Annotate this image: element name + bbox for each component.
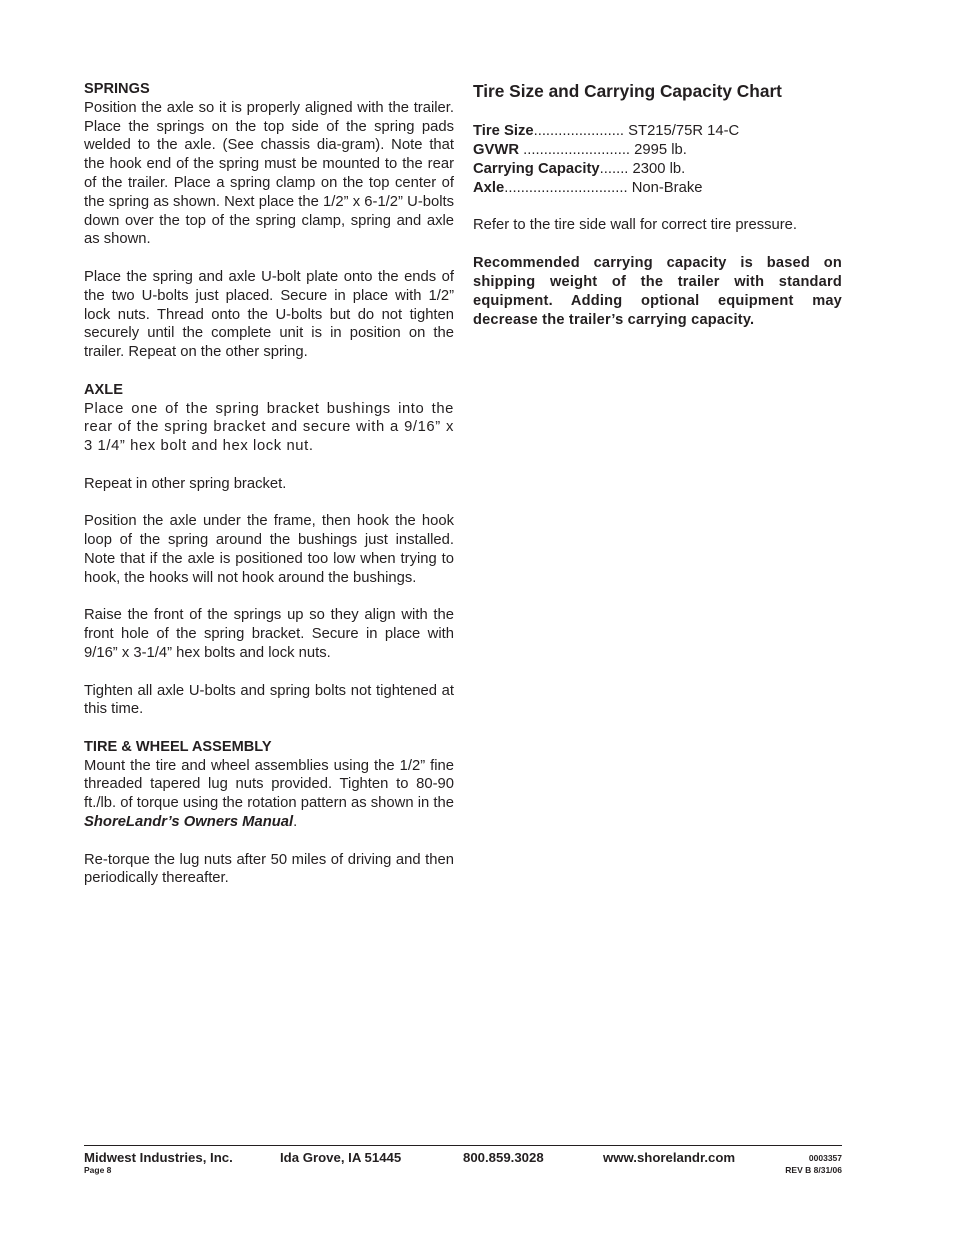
axle-paragraph-3: Position the axle under the frame, then hook the hook loop of the spring around the bushings just installed. Note that if the axle is positioned too low when trying to hook, the hooks will not hook around the bushings.: [84, 513, 454, 586]
spec-row-carrying-capacity: Carrying Capacity....... 2300 lb.: [473, 161, 686, 177]
left-column: [84, 80, 454, 888]
chart-title: Tire Size and Carrying Capacity Chart: [473, 81, 782, 101]
footer-revision: REV B 8/31/06: [785, 1165, 842, 1175]
axle-heading: AXLE: [84, 381, 123, 398]
axle-paragraph-2: Repeat in other spring bracket.: [84, 475, 287, 492]
springs-paragraph-1: Position the axle so it is properly aligned with the trailer. Place the springs on the top side of the spring pads welded to the axle. (See chassis dia-gram). Note that the hook end of the spring must be mounted to the rear of the trailer. Place a spring clamp on the top center of the spring as shown. Next place the 1/2” x 6-1/2” U-bolts down over the top of the spring clamp, spring and axle as shown.: [84, 99, 454, 248]
axle-paragraph-4: Raise the front of the springs up so they align with the front hole of the spring bracket. Secure in place with 9/16” x 3-1/4” hex bolts and lock nuts.: [84, 607, 454, 661]
right-column: [473, 80, 842, 330]
page-footer: [84, 1145, 842, 1175]
tire-wheel-paragraph-2: Re-torque the lug nuts after 50 miles of driving and then periodically thereafter.: [84, 851, 454, 887]
capacity-warning: Recommended carrying capacity is based on shipping weight of the trailer with standard equipment. Adding optional equipment may decrease the trailer’s carrying capacity.: [473, 254, 842, 328]
springs-heading: SPRINGS: [84, 81, 150, 97]
spec-row-gvwr: GVWR .......................... 2995 lb.: [473, 142, 687, 158]
spec-row-axle: Axle.............................. Non-Brake: [473, 180, 703, 196]
footer-company: Midwest Industries, Inc.: [84, 1150, 233, 1165]
capacity-spec-table: [473, 122, 842, 198]
axle-paragraph-5: Tighten all axle U-bolts and spring bolts not tightened at this time.: [84, 682, 454, 718]
spec-row-tire-size: Tire Size...................... ST215/75R 14-C: [473, 123, 740, 139]
springs-paragraph-2: Place the spring and axle U-bolt plate onto the ends of the two U-bolts just placed. Secure in place with 1/2” lock nuts. Thread onto the U-bolts but do not tighten securely until the complete unit is in position on the trailer. Repeat on the other spring.: [84, 268, 454, 361]
owners-manual-reference: ShoreLandr’s Owners Manual: [84, 814, 294, 831]
tire-pressure-note: Refer to the tire side wall for correct tire pressure.: [473, 217, 798, 233]
footer-location: Ida Grove, IA 51445: [280, 1150, 402, 1165]
footer-website: www.shorelandr.com: [603, 1150, 736, 1165]
footer-page-number: Page 8: [84, 1165, 112, 1175]
footer-phone: 800.859.3028: [463, 1150, 544, 1165]
tire-wheel-paragraph-1: Mount the tire and wheel assemblies using the 1/2” fine threaded tapered lug nuts provided. Tighten to 80-90 ft./lb. of torque using the rotation pattern as shown in the ShoreLandr’s Owners Manual.: [84, 757, 454, 831]
axle-paragraph-1: Place one of the spring bracket bushings into the rear of the spring bracket and secure with a 9/16” x 3 1/4” hex bolt and hex lock nut.: [84, 400, 454, 455]
tire-wheel-heading: TIRE & WHEEL ASSEMBLY: [84, 738, 272, 755]
footer-doc-number: 0003357: [808, 1153, 842, 1163]
